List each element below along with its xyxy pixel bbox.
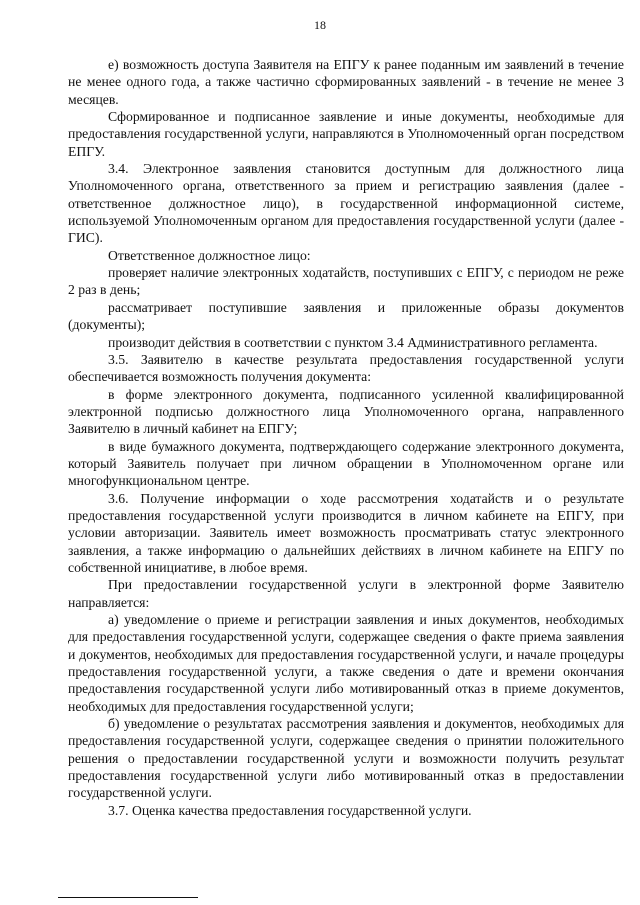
paragraph-3-7: 3.7. Оценка качества предоставления государственной услуги. — [108, 802, 472, 818]
paragraph-electronic-form-intro: При предоставлении государственной услуги в электронной форме Заявителю направляется: — [68, 577, 624, 610]
paragraph-item-b-notification: б) уведомление о результатах рассмотрения заявления и документов, необходимых для предоставления государственной услуги, содержащее сведения о принятии положительного решения о предоставлении государственной услуги и возможности получить результат предоставления государственной услуги либо мотивированный отказ в предоставлении государственной услуги. — [68, 716, 624, 801]
paragraph-item-e-access: е) возможность доступа Заявителя на ЕПГУ к ранее поданным им заявлений в течение не менее одного года, а также частично сформированных заявлений - в течение не менее 3 месяцев. — [68, 57, 624, 107]
page-number: 18 — [314, 18, 326, 32]
paragraph-checks-petitions: проверяет наличие электронных ходатайств, поступивших с ЕПГУ, с периодом не реже 2 раз в день; — [68, 265, 624, 298]
paragraph-3-5: 3.5. Заявителю в качестве результата предоставления государственной услуги обеспечивается возможность получения документа: — [68, 351, 624, 385]
paragraph-3-4: 3.4. Электронное заявления становится доступным для должностного лица Уполномоченного органа, ответственного за прием и регистрацию заявления (далее - ответственное должностное лицо), в государственной информационной системе, используемой Уполномоченным органом для предоставления государственной услуги (далее - ГИС). — [68, 161, 624, 246]
paragraph-item-a-notification: а) уведомление о приеме и регистрации заявления и иных документов, необходимых для предоставления государственной услуги, содержащее сведения о факте приема заявления и документов, необходимых для предоставления государственной услуги, и начале процедуры предоставления государственной услуги, а также сведения о дате и времени окончания предоставления государственной услуги либо мотивированный отказ в приеме документов, необходимых для предоставления государственной услуги; — [68, 612, 624, 714]
paragraph-submitted-documents: Сформированное и подписанное заявление и иные документы, необходимые для предоставления государственной услуги, направляются в Уполномоченный орган посредством ЕПГУ. — [68, 109, 624, 159]
footnote-divider — [58, 897, 198, 898]
paragraph-paper-document: в виде бумажного документа, подтверждающего содержание электронного документа, который Заявитель получает при личном обращении в Уполномоченном органе или многофункциональном центре. — [68, 438, 624, 489]
paragraph-responsible-official: Ответственное должностное лицо: — [108, 247, 311, 263]
paragraph-reviews-applications: рассматривает поступившие заявления и приложенные образы документов (документы); — [68, 299, 624, 333]
paragraph-performs-actions: производит действия в соответствии с пунктом 3.4 Административного регламента. — [108, 334, 598, 350]
document-body — [68, 56, 624, 819]
paragraph-electronic-document: в форме электронного документа, подписанного усиленной квалифицированной электронной подписью должностного лица Уполномоченного органа, направленного Заявителю в личный кабинет на ЕПГУ; — [68, 386, 624, 437]
paragraph-3-6: 3.6. Получение информации о ходе рассмотрения ходатайств и о результате предоставления государственной услуги производится в личном кабинете на ЕПГУ, при условии авторизации. Заявитель имеет возможность просматривать статус электронного заявления, а также информацию о дальнейших действиях в личном кабинете на ЕПГУ по собственной инициативе, в любое время. — [68, 490, 624, 575]
